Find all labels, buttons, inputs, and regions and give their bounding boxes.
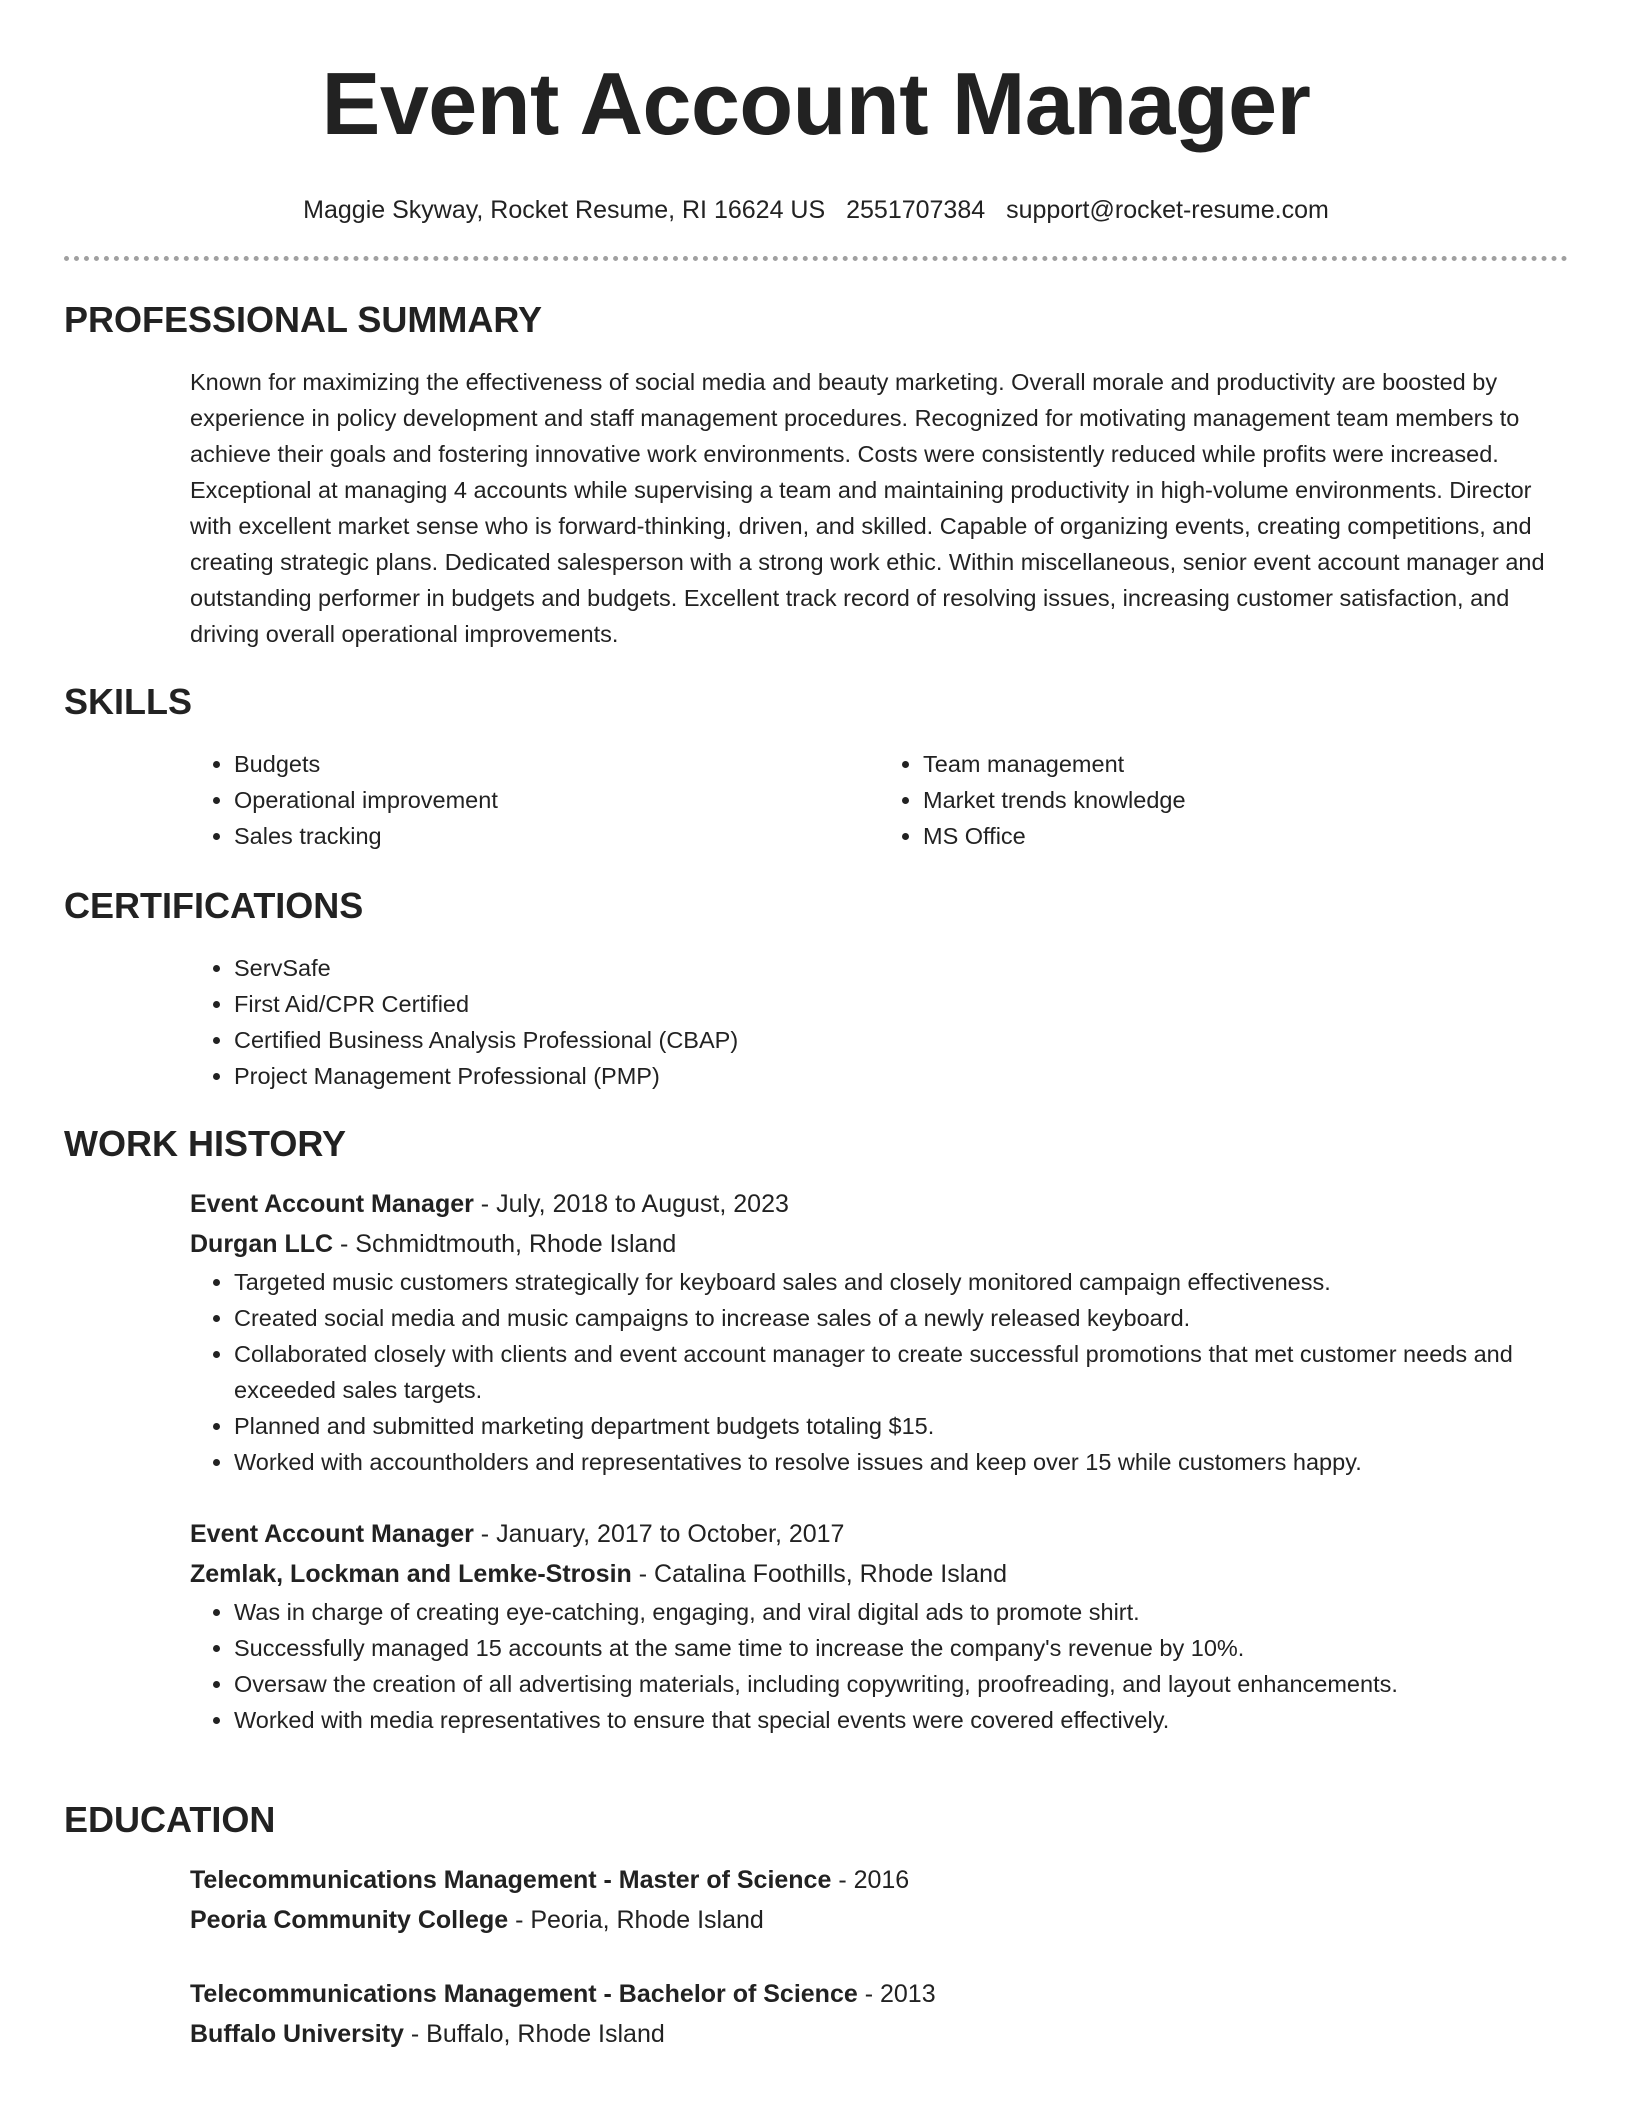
education-school-line — [190, 2014, 1568, 2054]
skill-item: • Team management — [923, 746, 1568, 782]
skills-columns — [190, 746, 1568, 854]
education-location: - Buffalo, Rhode Island — [403, 2020, 665, 2048]
certification-item: • ServSafe — [234, 950, 1568, 986]
certifications-section — [64, 884, 1568, 1094]
job-title-line — [190, 1514, 1568, 1554]
job-dates: - January, 2017 to October, 2017 — [473, 1520, 845, 1548]
job-location: - Schmidtmouth, Rhode Island — [333, 1230, 677, 1258]
job-role: Event Account Manager — [190, 1520, 474, 1548]
job-bullet: • Planned and submitted marketing department budgets totaling $15. — [234, 1408, 1568, 1444]
summary-body — [190, 364, 1568, 652]
education-school: Buffalo University — [190, 2020, 404, 2048]
contact-line — [64, 194, 1568, 226]
skills-heading: SKILLS — [64, 681, 193, 722]
work-history-section — [64, 1122, 1568, 1738]
education-school-line — [190, 1900, 1568, 1940]
job-location: - Catalina Foothills, Rhode Island — [631, 1560, 1007, 1588]
job-bullets — [190, 1594, 1568, 1738]
work-history-heading: WORK HISTORY — [64, 1123, 347, 1164]
summary-section — [64, 298, 1568, 652]
education-degree: Telecommunications Management - Master of Science — [190, 1866, 832, 1894]
job-bullet: • Worked with accountholders and representatives to resolve issues and keep over 15 while customers happy. — [234, 1444, 1568, 1480]
job-bullets — [190, 1264, 1568, 1480]
education-entry — [190, 1974, 1568, 2054]
job-entry — [190, 1184, 1568, 1480]
certification-item: • First Aid/CPR Certified — [234, 986, 1568, 1022]
job-bullet: • Successfully managed 15 accounts at the same time to increase the company's revenue by 10%. — [234, 1630, 1568, 1666]
certification-item: • Project Management Professional (PMP) — [234, 1058, 1568, 1094]
education-degree-line — [190, 1974, 1568, 2014]
skill-item: • Market trends knowledge — [923, 782, 1568, 818]
job-bullet: • Oversaw the creation of all advertising materials, including copywriting, proofreading, and layout enhancements. — [234, 1666, 1568, 1702]
education-section — [64, 1798, 1568, 2054]
contact-address: Maggie Skyway, Rocket Resume, RI 16624 US — [303, 196, 826, 224]
summary-text: Known for maximizing the effectiveness of social media and beauty marketing. Overall morale and productivity are boosted by experience in policy development and staff management procedures. Recognized for motivating management team members to achieve their goals and fostering innovative work environments. Costs were consistently reduced while profits were increased. Exceptional at managing 4 accounts while supervising a team and maintaining productivity in high-volume environments. Director with excellent market sense who is forward-thinking, driven, and skilled. Capable of organizing events, creating competitions, and creating strategic plans. Dedicated salesperson with a strong work ethic. Within miscellaneous, senior event account manager and outstanding performer in budgets and budgets. Excellent track record of resolving issues, increasing customer satisfaction, and driving overall operational improvements. — [190, 369, 1545, 647]
job-bullet: • Was in charge of creating eye-catching, engaging, and viral digital ads to promote shirt. — [234, 1594, 1568, 1630]
contact-phone: 2551707384 — [846, 196, 986, 224]
certifications-body — [190, 950, 1568, 1094]
education-heading: EDUCATION — [64, 1799, 276, 1840]
education-degree: Telecommunications Management - Bachelor of Science — [190, 1980, 858, 2008]
education-year: - 2013 — [857, 1980, 936, 2008]
skill-item: • Operational improvement — [234, 782, 879, 818]
education-location: - Peoria, Rhode Island — [508, 1906, 764, 1934]
education-entry — [190, 1860, 1568, 1940]
skill-item: • Sales tracking — [234, 818, 879, 854]
job-title-line — [190, 1184, 1568, 1224]
certifications-list — [190, 950, 1568, 1094]
summary-heading: PROFESSIONAL SUMMARY — [64, 299, 543, 340]
job-company: Zemlak, Lockman and Lemke-Strosin — [190, 1560, 632, 1588]
job-bullet: • Created social media and music campaigns to increase sales of a newly released keyboard. — [234, 1300, 1568, 1336]
job-company-line — [190, 1224, 1568, 1264]
certification-item: • Certified Business Analysis Professional (CBAP) — [234, 1022, 1568, 1058]
job-company-line — [190, 1554, 1568, 1594]
education-school: Peoria Community College — [190, 1906, 509, 1934]
skill-item: • MS Office — [923, 818, 1568, 854]
education-year: - 2016 — [831, 1866, 910, 1894]
skill-item: • Budgets — [234, 746, 879, 782]
job-dates: - July, 2018 to August, 2023 — [473, 1190, 789, 1218]
job-bullet: • Targeted music customers strategically for keyboard sales and closely monitored campaign effectiveness. — [234, 1264, 1568, 1300]
header-divider — [64, 256, 1568, 261]
job-bullet: • Worked with media representatives to ensure that special events were covered effectively. — [234, 1702, 1568, 1738]
skills-list-left — [190, 746, 879, 854]
certifications-heading: CERTIFICATIONS — [64, 885, 364, 926]
job-role: Event Account Manager — [190, 1190, 474, 1218]
skills-list-right — [879, 746, 1568, 854]
job-company: Durgan LLC — [190, 1230, 334, 1258]
job-bullet: • Collaborated closely with clients and event account manager to create successful promotions that met customer needs and exceeded sales targets. — [234, 1336, 1568, 1408]
candidate-title: Event Account Manager — [321, 54, 1311, 153]
job-entry — [190, 1514, 1568, 1738]
skills-section — [64, 680, 1568, 854]
education-degree-line — [190, 1860, 1568, 1900]
contact-email: support@rocket-resume.com — [1006, 196, 1329, 224]
